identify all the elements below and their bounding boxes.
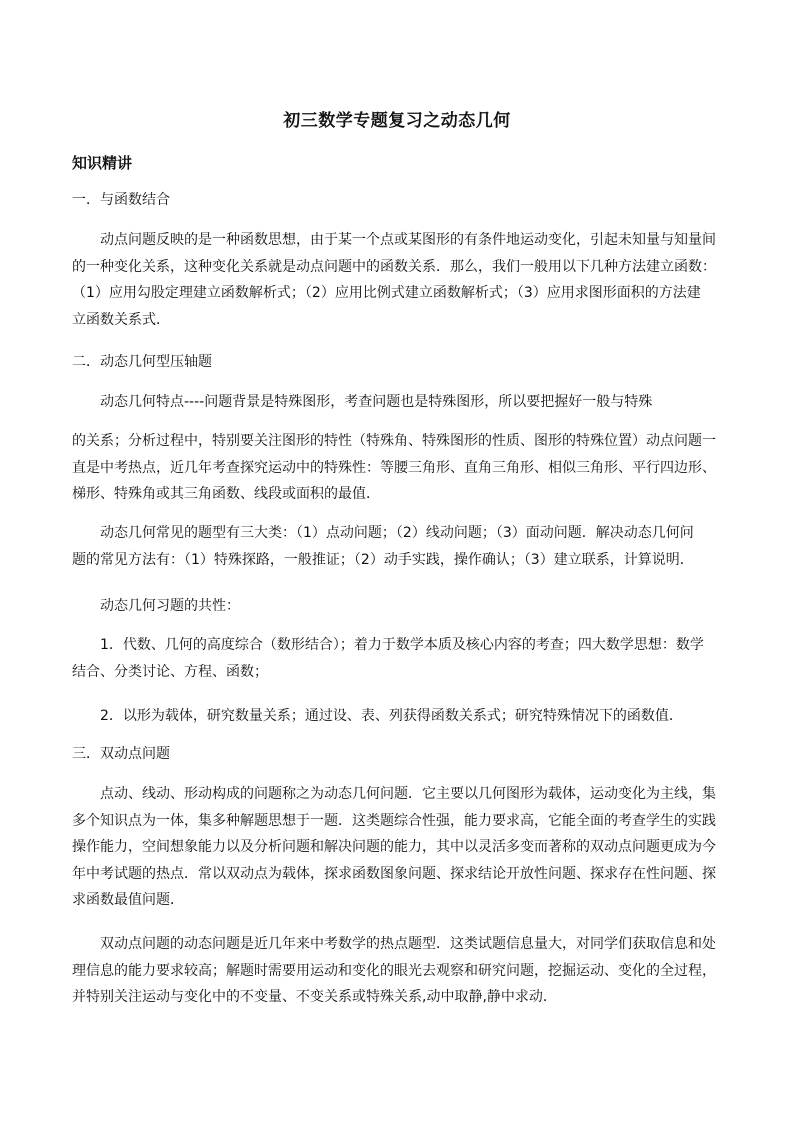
text-line: 1．代数、几何的高度综合（数形结合）；着力于数学本质及核心内容的考查；四大数学思想：数学 — [100, 637, 704, 653]
section-1-paragraph — [72, 227, 722, 333]
document-title: 初三数学专题复习之动态几何 — [283, 111, 511, 131]
text-line: 多个知识点为一体，集多种解题思想于一题．这类题综合性强，能力要求高，它能全面的考查学生的实践 — [72, 812, 716, 829]
text-line: 求函数最值问题． — [72, 892, 184, 908]
text-line: 双动点问题的动态问题是近几年来中考数学的热点题型．这类试题信息量大，对同学们获取信息和处 — [100, 936, 716, 952]
section-2-paragraph-5: 2．以形为载体，研究数量关系；通过设、表、列获得函数关系式；研究特殊情况下的函数值． — [100, 708, 683, 724]
text-line: 梯形、特殊角或其三角函数、线段或面积的最值． — [72, 486, 380, 502]
text-line: 直是中考热点，近几年考查探究运动中的特殊性：等腰三角形、直角三角形、相似三角形、平行四边形、 — [72, 459, 716, 476]
section-2-paragraph-2 — [72, 520, 722, 573]
section-2-paragraph-4 — [72, 632, 722, 685]
section-1-title: 一．与函数结合 — [72, 192, 170, 208]
section-2-paragraph-3: 动态几何习题的共性： — [100, 598, 240, 614]
text-line: 的关系；分析过程中，特别要关注图形的特性（特殊角、特殊图形的性质、图形的特殊位置）动点问题一 — [72, 433, 716, 449]
text-line: 动态几何常见的题型有三大类：（1）点动问题；（2）线动问题；（3）面动问题．解决动态几何问 — [100, 525, 694, 541]
text-line: 题的常见方法有：（1）特殊探路，一般推证；（2）动手实践，操作确认；（3）建立联系，计算说明． — [72, 551, 694, 568]
section-3-title: 三．双动点问题 — [72, 746, 170, 762]
text-line: 立函数关系式． — [72, 311, 170, 328]
text-line: 动点问题反映的是一种函数思想，由于某一个点或某图形的有条件地运动变化，引起未知量与知量间 — [100, 232, 716, 248]
knowledge-heading: 知识精讲 — [72, 154, 133, 172]
text-line: （1）应用勾股定理建立函数解析式；（2）应用比例式建立函数解析式；（3）应用求图形面积的方法建 — [72, 285, 701, 301]
text-line: 结合、分类讨论、方程、函数； — [72, 663, 268, 680]
section-2-title: 二．动态几何型压轴题 — [72, 354, 212, 370]
text-line: 并特别关注运动与变化中的不变量、不变关系或特殊关系,动中取静,静中求动． — [72, 989, 557, 1005]
section-3-paragraph-2 — [72, 931, 722, 1011]
text-line: 年中考试题的热点．常以双动点为载体，探求函数图象问题、探求结论开放性问题、探求存在性问题、探 — [72, 865, 716, 882]
text-line: 的一种变化关系，这种变化关系就是动点问题中的函数关系．那么，我们一般用以下几种方法建立函数： — [72, 258, 716, 275]
text-line: 点动、线动、形动构成的问题称之为动态几何问题．它主要以几何图形为载体，运动变化为主线，集 — [100, 786, 716, 802]
section-3-paragraph-1 — [72, 781, 722, 914]
text-line: 理信息的能力要求较高；解题时需要用运动和变化的眼光去观察和研究问题，挖掘运动、变化的全过程， — [72, 962, 716, 979]
section-2-paragraph-1a: 动态几何特点----问题背景是特殊图形，考查问题也是特殊图形，所以要把握好一般与特殊 — [100, 394, 653, 410]
text-line: 操作能力，空间想象能力以及分析问题和解决问题的能力，其中以灵活多变而著称的双动点问题更成为今 — [72, 839, 716, 855]
section-2-paragraph-1b — [72, 428, 722, 508]
